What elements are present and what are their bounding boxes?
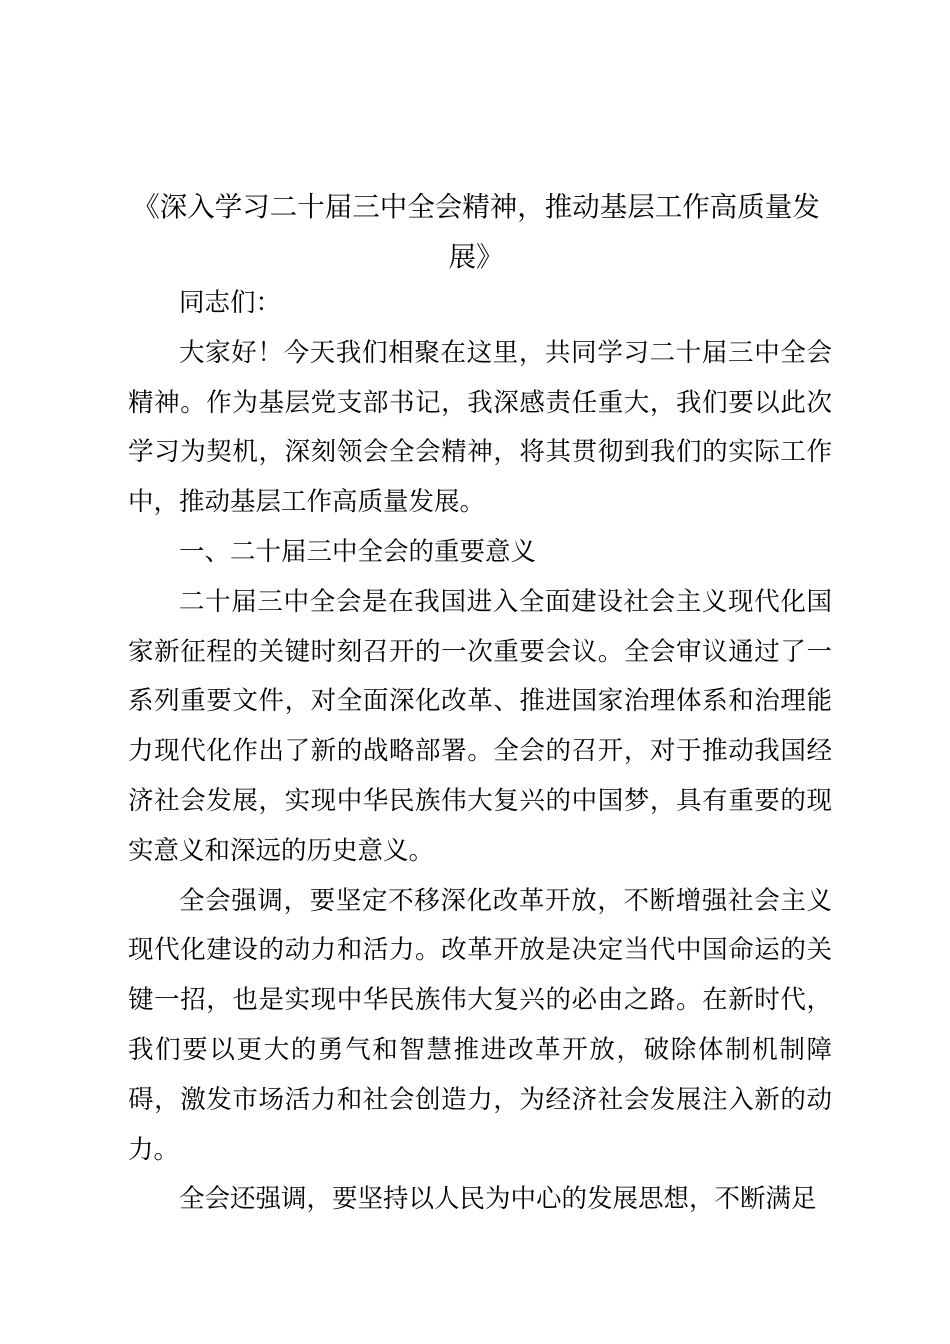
paragraph-opening: 大家好！今天我们相聚在这里，共同学习二十届三中全会精神。作为基层党支部书记，我深感责任重大，我们要以此次学习为契机，深刻领会全会精神，将其贯彻到我们的实际工作中，推动基层工作高质量发展。 xyxy=(128,337,832,518)
paragraph-reform: 全会强调，要坚定不移深化改革开放，不断增强社会主义现代化建设的动力和活力。改革开放是决定当代中国命运的关键一招，也是实现中华民族伟大复兴的必由之路。在新时代，我们要以更大的勇气和智慧推进改革开放，破除体制机制障碍，激发市场活力和社会创造力，为经济社会发展注入新的动力。 xyxy=(128,885,832,1165)
document-body xyxy=(128,279,832,1225)
section-heading-significance: 一、二十届三中全会的重要意义 xyxy=(179,536,537,567)
paragraph-people-centered: 全会还强调，要坚持以人民为中心的发展思想，不断满足 xyxy=(179,1184,817,1215)
document-title: 《深入学习二十届三中全会精神，推动基层工作高质量发展》 xyxy=(132,191,820,273)
paragraph-significance: 二十届三中全会是在我国进入全面建设社会主义现代化国家新征程的关键时刻召开的一次重要会议。全会审议通过了一系列重要文件，对全面深化改革、推进国家治理体系和治理能力现代化作出了新的战略部署。全会的召开，对于推动我国经济社会发展，实现中华民族伟大复兴的中国梦，具有重要的现实意义和深远的历史意义。 xyxy=(128,586,832,866)
salutation: 同志们： xyxy=(179,288,282,318)
